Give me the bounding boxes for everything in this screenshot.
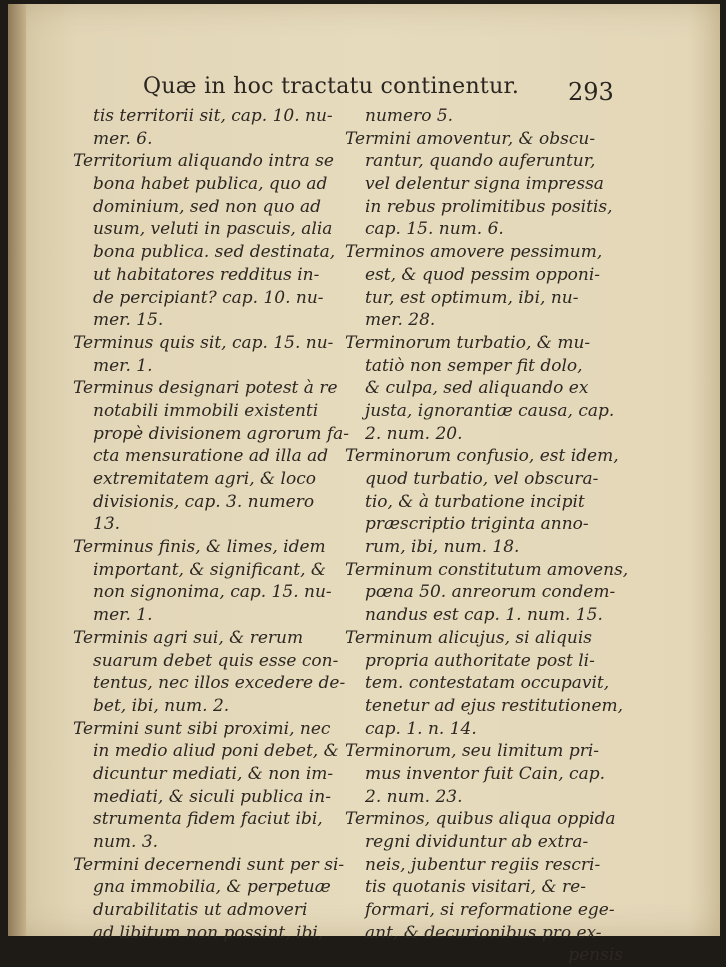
index-line: rum, ibi, num. 18. <box>365 537 520 558</box>
index-line: numero 5. <box>365 106 454 126</box>
index-line: 2. num. 20. <box>365 423 463 444</box>
index-line: tentus, nec illos excedere de- <box>93 673 346 694</box>
index-line: cap. 1. n. 14. <box>365 718 477 739</box>
index-line: mediati, & siculi publica in- <box>93 786 331 807</box>
index-line: tio, & à turbatione incipit <box>365 491 585 512</box>
index-line: Termini amoventur, & obscu- <box>345 128 596 149</box>
index-line: mer. 28. <box>365 310 436 331</box>
index-line: tis quotanis visitari, & re- <box>365 877 586 898</box>
index-line: regni dividuntur ab extra- <box>365 832 589 852</box>
index-line: neis, jubentur regiis rescri- <box>365 854 601 875</box>
index-line: & culpa, sed aliquando ex <box>365 378 589 399</box>
index-line: mer. 15. <box>93 310 164 331</box>
index-line: Termini decernendi sunt per si- <box>73 854 345 875</box>
index-line: dicuntur mediati, & non im- <box>93 763 334 784</box>
index-line: tatiò non semper fit dolo, <box>365 355 583 376</box>
index-line: tem. contestatam occupavit, <box>365 673 610 694</box>
index-line: 13. <box>93 514 121 535</box>
index-line: strumenta fidem faciut ibi, <box>93 809 323 830</box>
index-line: important, & significant, & <box>93 559 327 580</box>
index-line: tenetur ad ejus restitutionem, <box>365 695 624 716</box>
index-line: de percipiant? cap. 10. nu- <box>93 287 324 308</box>
index-line: Terminos, quibus aliqua oppida <box>345 809 616 830</box>
index-line: ad libitum non possint, ibi, <box>93 922 324 943</box>
index-line: formari, si reformatione ege- <box>365 900 615 921</box>
index-line: Terminos amovere pessimum, <box>345 242 603 263</box>
index-line: in rebus prolimitibus positis, <box>365 196 613 217</box>
binding-gutter <box>8 4 26 936</box>
index-line: num. 3. <box>93 832 159 852</box>
index-line: cap. 15. num. 6. <box>365 219 504 240</box>
index-line: nandus est cap. 1. num. 15. <box>365 605 603 626</box>
index-line: Territorium aliquando intra se <box>73 151 334 172</box>
index-line: bet, ibi, num. 2. <box>93 695 230 716</box>
index-line: Terminus finis, & limes, idem <box>73 537 326 558</box>
index-line: Terminorum confusio, est idem, <box>345 446 619 467</box>
index-line: mer. 1. <box>93 355 153 376</box>
index-line: propè divisionem agrorum fa- <box>93 423 350 444</box>
index-line: pensis <box>568 945 623 966</box>
index-line: est, & quod pessim opponi- <box>365 264 601 285</box>
index-line: propria authoritate post li- <box>365 650 595 671</box>
index-line: divisionis, cap. 3. numero <box>93 491 315 512</box>
index-line: non signonima, cap. 15. nu- <box>93 582 332 603</box>
index-line: Terminus quis sit, cap. 15. nu- <box>73 332 334 353</box>
index-line: mer. 6. <box>93 128 153 149</box>
index-line: notabili immobili existenti <box>93 400 319 421</box>
index-line: Terminorum, seu limitum pri- <box>345 741 600 762</box>
running-head: Quæ in hoc tractatu continentur. <box>143 74 520 99</box>
index-line: suarum debet quis esse con- <box>93 650 339 671</box>
page-number: 293 <box>568 78 614 106</box>
index-line: rantur, quando auferuntur, <box>365 151 596 172</box>
index-line: extremitatem agri, & loco <box>93 469 316 489</box>
index-column-right <box>345 105 627 967</box>
index-line: bona habet publica, quo ad <box>93 174 328 195</box>
index-line: dominium, sed non quo ad <box>93 196 322 217</box>
index-line: Termini sunt sibi proximi, nec <box>73 718 331 739</box>
index-line: tis territorii sit, cap. 10. nu- <box>93 106 333 126</box>
index-column-left <box>73 105 350 944</box>
index-line: 2. num. 23. <box>365 786 463 807</box>
index-line: mer. 1. <box>93 605 153 626</box>
index-line: vel delentur signa impressa <box>365 174 604 195</box>
index-line: Terminum alicujus, si aliquis <box>345 627 592 648</box>
index-line: usum, veluti in pascuis, alia <box>93 219 333 240</box>
index-line: ut habitatores redditus in- <box>93 264 320 285</box>
book-page <box>8 4 720 966</box>
index-line: mus inventor fuit Cain, cap. <box>365 763 605 784</box>
index-line: gna immobilia, & perpetuæ <box>93 877 331 898</box>
index-line: cta mensuratione ad illa ad <box>93 446 329 467</box>
index-line: tur, est optimum, ibi, nu- <box>365 287 579 308</box>
index-line: in medio aliud poni debet, & <box>93 741 339 762</box>
index-line: præscriptio triginta anno- <box>365 514 589 535</box>
index-line: Terminus designari potest à re <box>73 378 338 399</box>
index-line: bona publica. sed destinata, <box>93 242 336 263</box>
index-line: durabilitatis ut admoveri <box>93 900 308 921</box>
index-line: ant, & decurionibus pro ex- <box>365 922 602 943</box>
index-line: Terminorum turbatio, & mu- <box>345 332 591 353</box>
index-line: Terminum constitutum amovens, <box>345 559 629 580</box>
index-line: quod turbatio, vel obscura- <box>365 469 599 489</box>
index-line: Terminis agri sui, & rerum <box>73 627 304 648</box>
index-line: pœna 50. anreorum condem- <box>365 582 616 603</box>
index-line: justa, ignorantiæ causa, cap. <box>365 400 615 421</box>
